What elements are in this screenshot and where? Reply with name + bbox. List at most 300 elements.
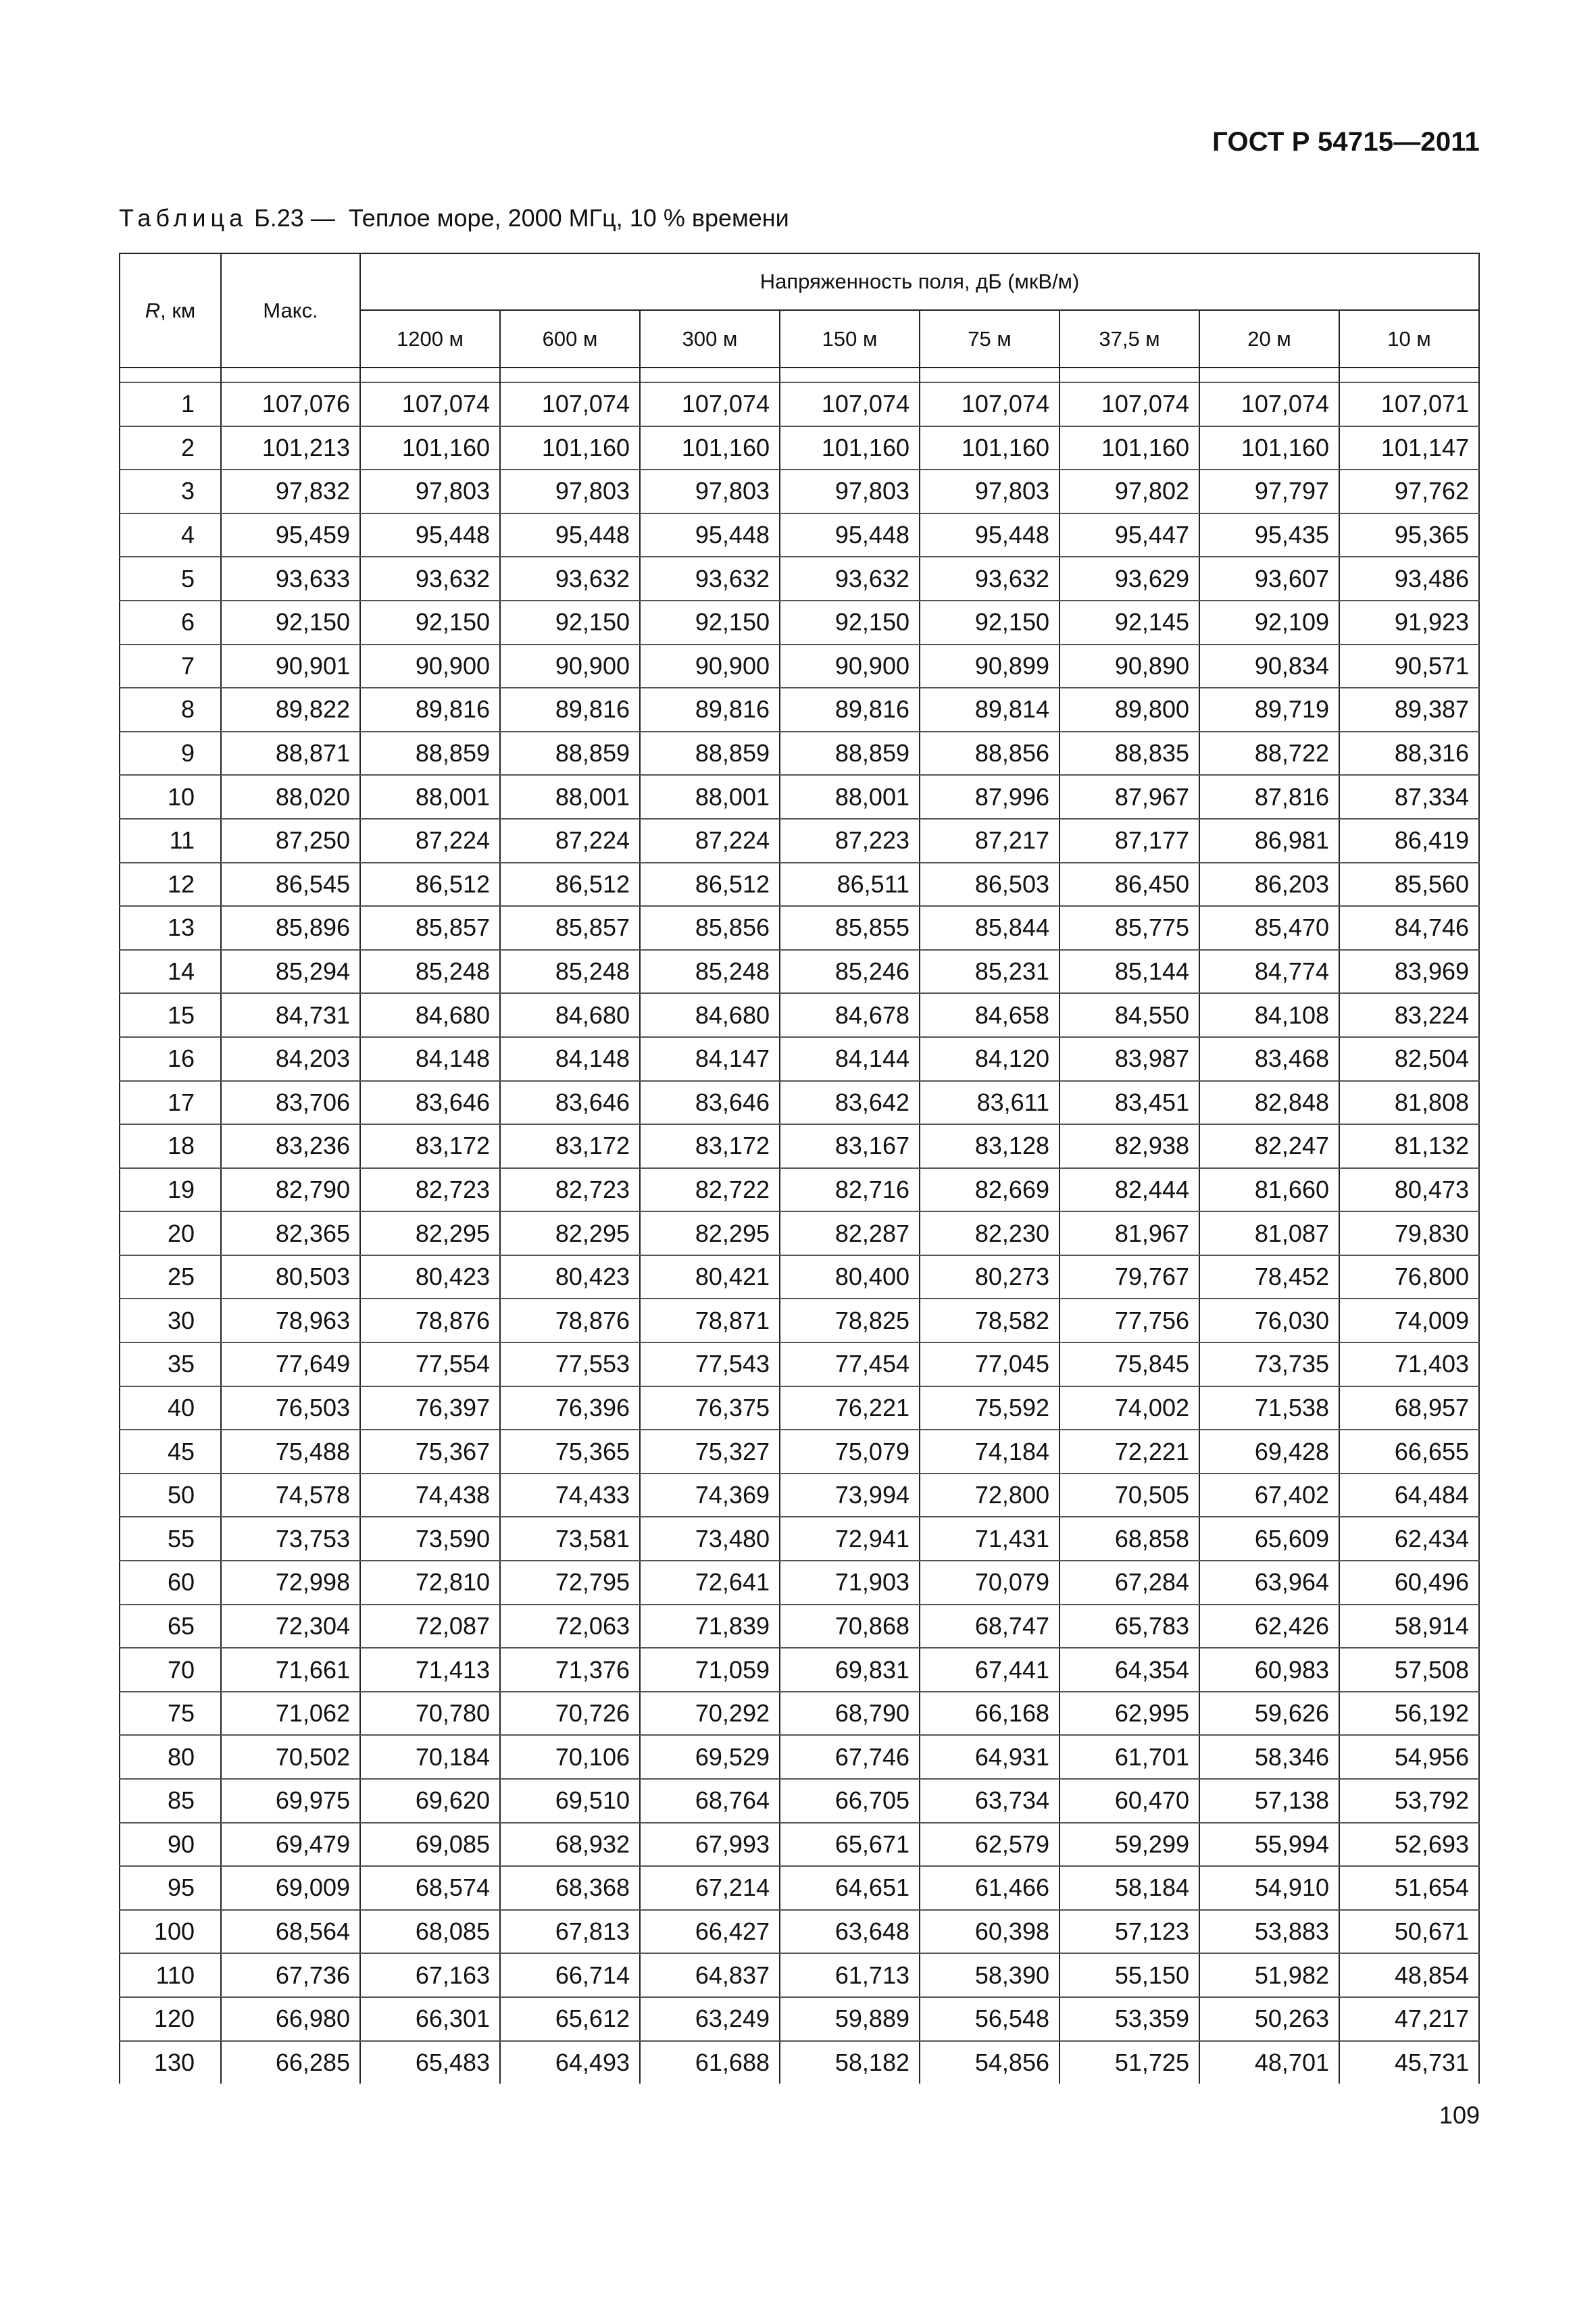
field-strength-cell: 88,001 (640, 775, 780, 819)
field-strength-cell: 62,426 (1199, 1605, 1339, 1649)
distance-cell: 130 (120, 2041, 221, 2084)
table-row (120, 2041, 1479, 2084)
spacer-cell (920, 368, 1059, 382)
distance-cell: 25 (120, 1255, 221, 1299)
field-strength-cell: 93,629 (1059, 557, 1199, 601)
distance-cell: 18 (120, 1124, 221, 1168)
table-row (120, 732, 1479, 776)
field-strength-cell: 67,746 (780, 1735, 920, 1779)
max-value-cell: 89,822 (221, 688, 360, 732)
field-strength-cell: 86,503 (920, 863, 1059, 907)
field-strength-cell: 85,246 (780, 950, 920, 994)
field-strength-cell: 83,172 (640, 1124, 780, 1168)
column-header-distance (120, 253, 221, 368)
field-strength-cell: 80,423 (500, 1255, 640, 1299)
field-strength-cell: 75,592 (920, 1386, 1059, 1430)
field-strength-cell: 84,680 (360, 993, 500, 1037)
max-value-cell: 70,502 (221, 1735, 360, 1779)
field-strength-cell: 56,548 (920, 1997, 1059, 2041)
max-value-cell: 78,963 (221, 1299, 360, 1342)
field-strength-cell: 80,273 (920, 1255, 1059, 1299)
field-strength-cell: 83,646 (640, 1081, 780, 1125)
max-value-cell: 90,901 (221, 645, 360, 688)
field-strength-cell: 97,803 (500, 470, 640, 513)
distance-cell: 1 (120, 382, 221, 426)
field-strength-cell: 88,835 (1059, 732, 1199, 776)
max-value-cell: 85,896 (221, 906, 360, 950)
field-strength-cell: 71,376 (500, 1648, 640, 1692)
field-strength-cell: 68,085 (360, 1910, 500, 1954)
field-strength-cell: 77,045 (920, 1342, 1059, 1386)
field-strength-cell: 87,967 (1059, 775, 1199, 819)
table-row (120, 1517, 1479, 1561)
field-strength-cell: 77,554 (360, 1342, 500, 1386)
field-strength-cell: 76,800 (1339, 1255, 1479, 1299)
field-strength-cell: 75,327 (640, 1430, 780, 1474)
max-value-cell: 83,236 (221, 1124, 360, 1168)
field-strength-cell: 95,448 (500, 513, 640, 557)
field-strength-cell: 83,646 (360, 1081, 500, 1125)
field-strength-cell: 68,790 (780, 1692, 920, 1736)
field-strength-cell: 86,511 (780, 863, 920, 907)
field-strength-cell: 90,900 (780, 645, 920, 688)
distance-cell: 3 (120, 470, 221, 513)
table-row (120, 1124, 1479, 1168)
field-strength-cell: 63,648 (780, 1910, 920, 1954)
field-strength-cell: 97,802 (1059, 470, 1199, 513)
field-strength-cell: 57,123 (1059, 1910, 1199, 1954)
table-row (120, 1692, 1479, 1736)
field-strength-cell: 64,931 (920, 1735, 1059, 1779)
field-strength-cell: 87,224 (500, 819, 640, 863)
field-strength-cell: 83,172 (360, 1124, 500, 1168)
field-strength-cell: 65,483 (360, 2041, 500, 2084)
max-value-cell: 107,076 (221, 382, 360, 426)
field-strength-cell: 92,150 (780, 601, 920, 645)
field-strength-cell: 88,856 (920, 732, 1059, 776)
field-strength-cell: 53,359 (1059, 1997, 1199, 2041)
distance-cell: 11 (120, 819, 221, 863)
field-strength-cell: 84,746 (1339, 906, 1479, 950)
field-strength-cell: 65,612 (500, 1997, 640, 2041)
field-strength-cell: 55,994 (1199, 1823, 1339, 1867)
table-row (120, 1605, 1479, 1649)
field-strength-cell: 93,632 (780, 557, 920, 601)
field-strength-cell: 95,448 (640, 513, 780, 557)
field-strength-cell: 72,941 (780, 1517, 920, 1561)
field-strength-cell: 88,001 (500, 775, 640, 819)
field-strength-cell: 66,714 (500, 1953, 640, 1997)
field-strength-cell: 72,063 (500, 1605, 640, 1649)
field-strength-cell: 58,390 (920, 1953, 1059, 1997)
distance-cell: 14 (120, 950, 221, 994)
table-row (120, 1779, 1479, 1823)
column-group-header-field-strength: Напряженность поля, дБ (мкВ/м) (360, 253, 1479, 310)
field-strength-cell: 107,074 (780, 382, 920, 426)
field-strength-cell: 107,074 (920, 382, 1059, 426)
field-strength-cell: 88,722 (1199, 732, 1339, 776)
field-strength-cell: 107,074 (500, 382, 640, 426)
field-strength-cell: 75,365 (500, 1430, 640, 1474)
field-strength-cell: 68,932 (500, 1823, 640, 1867)
max-value-cell: 88,871 (221, 732, 360, 776)
field-strength-cell: 71,839 (640, 1605, 780, 1649)
field-strength-cell: 67,284 (1059, 1561, 1199, 1605)
field-strength-cell: 107,074 (360, 382, 500, 426)
field-strength-cell: 74,369 (640, 1474, 780, 1517)
field-strength-cell: 81,967 (1059, 1211, 1199, 1255)
table-header (120, 253, 1479, 368)
field-strength-cell: 101,160 (780, 426, 920, 470)
field-strength-cell: 85,855 (780, 906, 920, 950)
table-row (120, 819, 1479, 863)
table-row (120, 1037, 1479, 1081)
max-value-cell: 97,832 (221, 470, 360, 513)
table-row (120, 1561, 1479, 1605)
distance-cell: 50 (120, 1474, 221, 1517)
field-strength-cell: 84,680 (500, 993, 640, 1037)
table-row (120, 601, 1479, 645)
field-strength-cell: 82,504 (1339, 1037, 1479, 1081)
field-strength-cell: 93,607 (1199, 557, 1339, 601)
field-strength-cell: 84,120 (920, 1037, 1059, 1081)
field-strength-cell: 92,150 (920, 601, 1059, 645)
field-strength-cell: 93,632 (920, 557, 1059, 601)
field-strength-cell: 85,470 (1199, 906, 1339, 950)
field-strength-cell: 87,816 (1199, 775, 1339, 819)
distance-cell: 80 (120, 1735, 221, 1779)
field-strength-cell: 76,396 (500, 1386, 640, 1430)
table-row (120, 1299, 1479, 1342)
field-strength-cell: 83,468 (1199, 1037, 1339, 1081)
spacer-cell (1339, 368, 1479, 382)
field-strength-cell: 68,858 (1059, 1517, 1199, 1561)
field-strength-cell: 51,725 (1059, 2041, 1199, 2084)
max-value-cell: 93,633 (221, 557, 360, 601)
field-strength-cell: 107,071 (1339, 382, 1479, 426)
field-strength-cell: 69,510 (500, 1779, 640, 1823)
field-strength-cell: 55,150 (1059, 1953, 1199, 1997)
field-strength-cell: 57,508 (1339, 1648, 1479, 1692)
field-strength-cell: 88,001 (360, 775, 500, 819)
field-strength-cell: 76,221 (780, 1386, 920, 1430)
field-strength-cell: 88,316 (1339, 732, 1479, 776)
field-strength-table-container (119, 253, 1480, 2084)
field-strength-cell: 97,803 (780, 470, 920, 513)
header-body-spacer-row (120, 368, 1479, 382)
field-strength-cell: 78,876 (360, 1299, 500, 1342)
field-strength-cell: 59,626 (1199, 1692, 1339, 1736)
field-strength-cell: 73,590 (360, 1517, 500, 1561)
field-strength-cell: 101,160 (360, 426, 500, 470)
field-strength-cell: 54,910 (1199, 1866, 1339, 1910)
table-row (120, 1255, 1479, 1299)
field-strength-cell: 78,876 (500, 1299, 640, 1342)
field-strength-cell: 68,368 (500, 1866, 640, 1910)
field-strength-cell: 76,030 (1199, 1299, 1339, 1342)
field-strength-cell: 80,473 (1339, 1168, 1479, 1212)
field-strength-cell: 76,397 (360, 1386, 500, 1430)
field-strength-cell: 72,800 (920, 1474, 1059, 1517)
column-header-height: 75 м (920, 310, 1059, 368)
field-strength-cell: 61,688 (640, 2041, 780, 2084)
field-strength-cell: 79,767 (1059, 1255, 1199, 1299)
field-strength-cell: 81,808 (1339, 1081, 1479, 1125)
field-strength-cell: 95,448 (920, 513, 1059, 557)
field-strength-cell: 85,248 (640, 950, 780, 994)
field-strength-cell: 81,132 (1339, 1124, 1479, 1168)
field-strength-cell: 83,969 (1339, 950, 1479, 994)
spacer-cell (221, 368, 360, 382)
field-strength-cell: 70,292 (640, 1692, 780, 1736)
field-strength-cell: 91,923 (1339, 601, 1479, 645)
max-value-cell: 95,459 (221, 513, 360, 557)
field-strength-cell: 92,150 (360, 601, 500, 645)
table-row (120, 1342, 1479, 1386)
table-row (120, 1211, 1479, 1255)
field-strength-cell: 76,375 (640, 1386, 780, 1430)
table-row (120, 382, 1479, 426)
field-strength-cell: 78,452 (1199, 1255, 1339, 1299)
field-strength-cell: 67,993 (640, 1823, 780, 1867)
field-strength-cell: 89,800 (1059, 688, 1199, 732)
field-strength-cell: 84,144 (780, 1037, 920, 1081)
field-strength-cell: 82,848 (1199, 1081, 1339, 1125)
page-number: 109 (1439, 2101, 1480, 2129)
distance-cell: 19 (120, 1168, 221, 1212)
field-strength-cell: 71,538 (1199, 1386, 1339, 1430)
field-strength-cell: 93,632 (640, 557, 780, 601)
field-strength-cell: 68,747 (920, 1605, 1059, 1649)
field-strength-cell: 60,398 (920, 1910, 1059, 1954)
field-strength-cell: 80,423 (360, 1255, 500, 1299)
field-strength-cell: 85,857 (360, 906, 500, 950)
field-strength-cell: 93,632 (360, 557, 500, 601)
field-strength-cell: 89,816 (780, 688, 920, 732)
max-value-cell: 66,980 (221, 1997, 360, 2041)
field-strength-cell: 95,448 (360, 513, 500, 557)
field-strength-cell: 59,889 (780, 1997, 920, 2041)
field-strength-cell: 82,723 (360, 1168, 500, 1212)
field-strength-cell: 79,830 (1339, 1211, 1479, 1255)
field-strength-cell: 66,655 (1339, 1430, 1479, 1474)
field-strength-cell: 63,249 (640, 1997, 780, 2041)
field-strength-cell: 88,859 (780, 732, 920, 776)
field-strength-cell: 85,144 (1059, 950, 1199, 994)
field-strength-cell: 67,813 (500, 1910, 640, 1954)
field-strength-cell: 69,529 (640, 1735, 780, 1779)
field-strength-cell: 84,774 (1199, 950, 1339, 994)
field-strength-cell: 66,301 (360, 1997, 500, 2041)
field-strength-cell: 67,402 (1199, 1474, 1339, 1517)
max-value-cell: 72,998 (221, 1561, 360, 1605)
field-strength-cell: 97,762 (1339, 470, 1479, 513)
field-strength-cell: 61,701 (1059, 1735, 1199, 1779)
field-strength-cell: 82,295 (360, 1211, 500, 1255)
spacer-cell (500, 368, 640, 382)
field-strength-cell: 60,983 (1199, 1648, 1339, 1692)
distance-cell: 65 (120, 1605, 221, 1649)
field-strength-cell: 64,493 (500, 2041, 640, 2084)
field-strength-cell: 90,900 (500, 645, 640, 688)
table-row (120, 688, 1479, 732)
field-strength-cell: 87,224 (640, 819, 780, 863)
max-value-cell: 71,062 (221, 1692, 360, 1736)
field-strength-cell: 69,620 (360, 1779, 500, 1823)
field-strength-cell: 77,543 (640, 1342, 780, 1386)
field-strength-cell: 74,009 (1339, 1299, 1479, 1342)
table-row (120, 1386, 1479, 1430)
column-header-max: Макс. (221, 253, 360, 368)
column-header-height: 600 м (500, 310, 640, 368)
field-strength-cell: 88,001 (780, 775, 920, 819)
distance-cell: 75 (120, 1692, 221, 1736)
field-strength-cell: 48,854 (1339, 1953, 1479, 1997)
field-strength-cell: 51,982 (1199, 1953, 1339, 1997)
field-strength-cell: 71,059 (640, 1648, 780, 1692)
field-strength-cell: 54,956 (1339, 1735, 1479, 1779)
field-strength-cell: 83,451 (1059, 1081, 1199, 1125)
field-strength-cell: 87,224 (360, 819, 500, 863)
field-strength-cell: 82,444 (1059, 1168, 1199, 1212)
column-header-height: 10 м (1339, 310, 1479, 368)
field-strength-cell: 68,764 (640, 1779, 780, 1823)
field-strength-cell: 73,581 (500, 1517, 640, 1561)
field-strength-cell: 85,560 (1339, 863, 1479, 907)
field-strength-cell: 45,731 (1339, 2041, 1479, 2084)
field-strength-cell: 58,182 (780, 2041, 920, 2084)
max-value-cell: 68,564 (221, 1910, 360, 1954)
field-strength-cell: 82,669 (920, 1168, 1059, 1212)
field-strength-cell: 88,859 (360, 732, 500, 776)
distance-cell: 45 (120, 1430, 221, 1474)
field-strength-cell: 69,085 (360, 1823, 500, 1867)
max-value-cell: 82,365 (221, 1211, 360, 1255)
field-strength-cell: 95,435 (1199, 513, 1339, 557)
max-value-cell: 101,213 (221, 426, 360, 470)
distance-cell: 110 (120, 1953, 221, 1997)
field-strength-cell: 90,899 (920, 645, 1059, 688)
field-strength-cell: 71,403 (1339, 1342, 1479, 1386)
field-strength-cell: 81,660 (1199, 1168, 1339, 1212)
distance-cell: 15 (120, 993, 221, 1037)
spacer-cell (640, 368, 780, 382)
field-strength-cell: 95,365 (1339, 513, 1479, 557)
field-strength-cell: 95,447 (1059, 513, 1199, 557)
distance-cell: 12 (120, 863, 221, 907)
field-strength-cell: 67,163 (360, 1953, 500, 1997)
field-strength-cell: 88,859 (500, 732, 640, 776)
field-strength-cell: 63,964 (1199, 1561, 1339, 1605)
field-strength-cell: 70,106 (500, 1735, 640, 1779)
distance-cell: 2 (120, 426, 221, 470)
field-strength-cell: 58,184 (1059, 1866, 1199, 1910)
max-value-cell: 76,503 (221, 1386, 360, 1430)
field-strength-table (119, 253, 1480, 2084)
table-row (120, 513, 1479, 557)
field-strength-cell: 65,671 (780, 1823, 920, 1867)
max-value-cell: 82,790 (221, 1168, 360, 1212)
field-strength-cell: 86,203 (1199, 863, 1339, 907)
field-strength-cell: 69,831 (780, 1648, 920, 1692)
field-strength-cell: 75,845 (1059, 1342, 1199, 1386)
max-value-cell: 69,975 (221, 1779, 360, 1823)
distance-cell: 16 (120, 1037, 221, 1081)
field-strength-cell: 82,938 (1059, 1124, 1199, 1168)
field-strength-cell: 86,450 (1059, 863, 1199, 907)
table-row (120, 863, 1479, 907)
field-strength-cell: 78,825 (780, 1299, 920, 1342)
field-strength-cell: 62,579 (920, 1823, 1059, 1867)
field-strength-cell: 82,295 (500, 1211, 640, 1255)
field-strength-cell: 66,168 (920, 1692, 1059, 1736)
column-header-height: 150 м (780, 310, 920, 368)
field-strength-cell: 84,148 (360, 1037, 500, 1081)
column-header-height: 20 м (1199, 310, 1339, 368)
distance-cell: 8 (120, 688, 221, 732)
table-row (120, 1997, 1479, 2041)
column-header-height: 1200 м (360, 310, 500, 368)
table-row (120, 1081, 1479, 1125)
field-strength-cell: 101,160 (1199, 426, 1339, 470)
field-strength-cell: 72,641 (640, 1561, 780, 1605)
field-strength-cell: 75,367 (360, 1430, 500, 1474)
field-strength-cell: 87,996 (920, 775, 1059, 819)
distance-cell: 20 (120, 1211, 221, 1255)
field-strength-cell: 77,454 (780, 1342, 920, 1386)
field-strength-cell: 75,079 (780, 1430, 920, 1474)
field-strength-cell: 61,466 (920, 1866, 1059, 1910)
field-strength-cell: 65,609 (1199, 1517, 1339, 1561)
field-strength-cell: 86,419 (1339, 819, 1479, 863)
field-strength-cell: 83,611 (920, 1081, 1059, 1125)
max-value-cell: 69,479 (221, 1823, 360, 1867)
field-strength-cell: 86,512 (500, 863, 640, 907)
field-strength-cell: 50,263 (1199, 1997, 1339, 2041)
spacer-cell (1059, 368, 1199, 382)
spacer-cell (120, 368, 221, 382)
field-strength-cell: 89,814 (920, 688, 1059, 732)
field-strength-cell: 83,224 (1339, 993, 1479, 1037)
field-strength-cell: 82,287 (780, 1211, 920, 1255)
table-row (120, 1823, 1479, 1867)
field-strength-cell: 68,957 (1339, 1386, 1479, 1430)
column-header-height: 300 м (640, 310, 780, 368)
field-strength-cell: 73,994 (780, 1474, 920, 1517)
field-strength-cell: 68,574 (360, 1866, 500, 1910)
field-strength-cell: 92,109 (1199, 601, 1339, 645)
field-strength-cell: 70,780 (360, 1692, 500, 1736)
field-strength-cell: 90,900 (360, 645, 500, 688)
field-strength-cell: 84,148 (500, 1037, 640, 1081)
field-strength-cell: 89,816 (500, 688, 640, 732)
field-strength-cell: 101,160 (1059, 426, 1199, 470)
field-strength-cell: 73,480 (640, 1517, 780, 1561)
field-strength-cell: 60,470 (1059, 1779, 1199, 1823)
field-strength-cell: 101,160 (920, 426, 1059, 470)
field-strength-cell: 92,150 (500, 601, 640, 645)
field-strength-cell: 86,512 (360, 863, 500, 907)
field-strength-cell: 71,431 (920, 1517, 1059, 1561)
distance-cell: 90 (120, 1823, 221, 1867)
field-strength-cell: 72,810 (360, 1561, 500, 1605)
field-strength-cell: 62,434 (1339, 1517, 1479, 1561)
field-strength-cell: 86,981 (1199, 819, 1339, 863)
spacer-cell (780, 368, 920, 382)
field-strength-cell: 72,795 (500, 1561, 640, 1605)
table-row (120, 557, 1479, 601)
field-strength-cell: 87,334 (1339, 775, 1479, 819)
